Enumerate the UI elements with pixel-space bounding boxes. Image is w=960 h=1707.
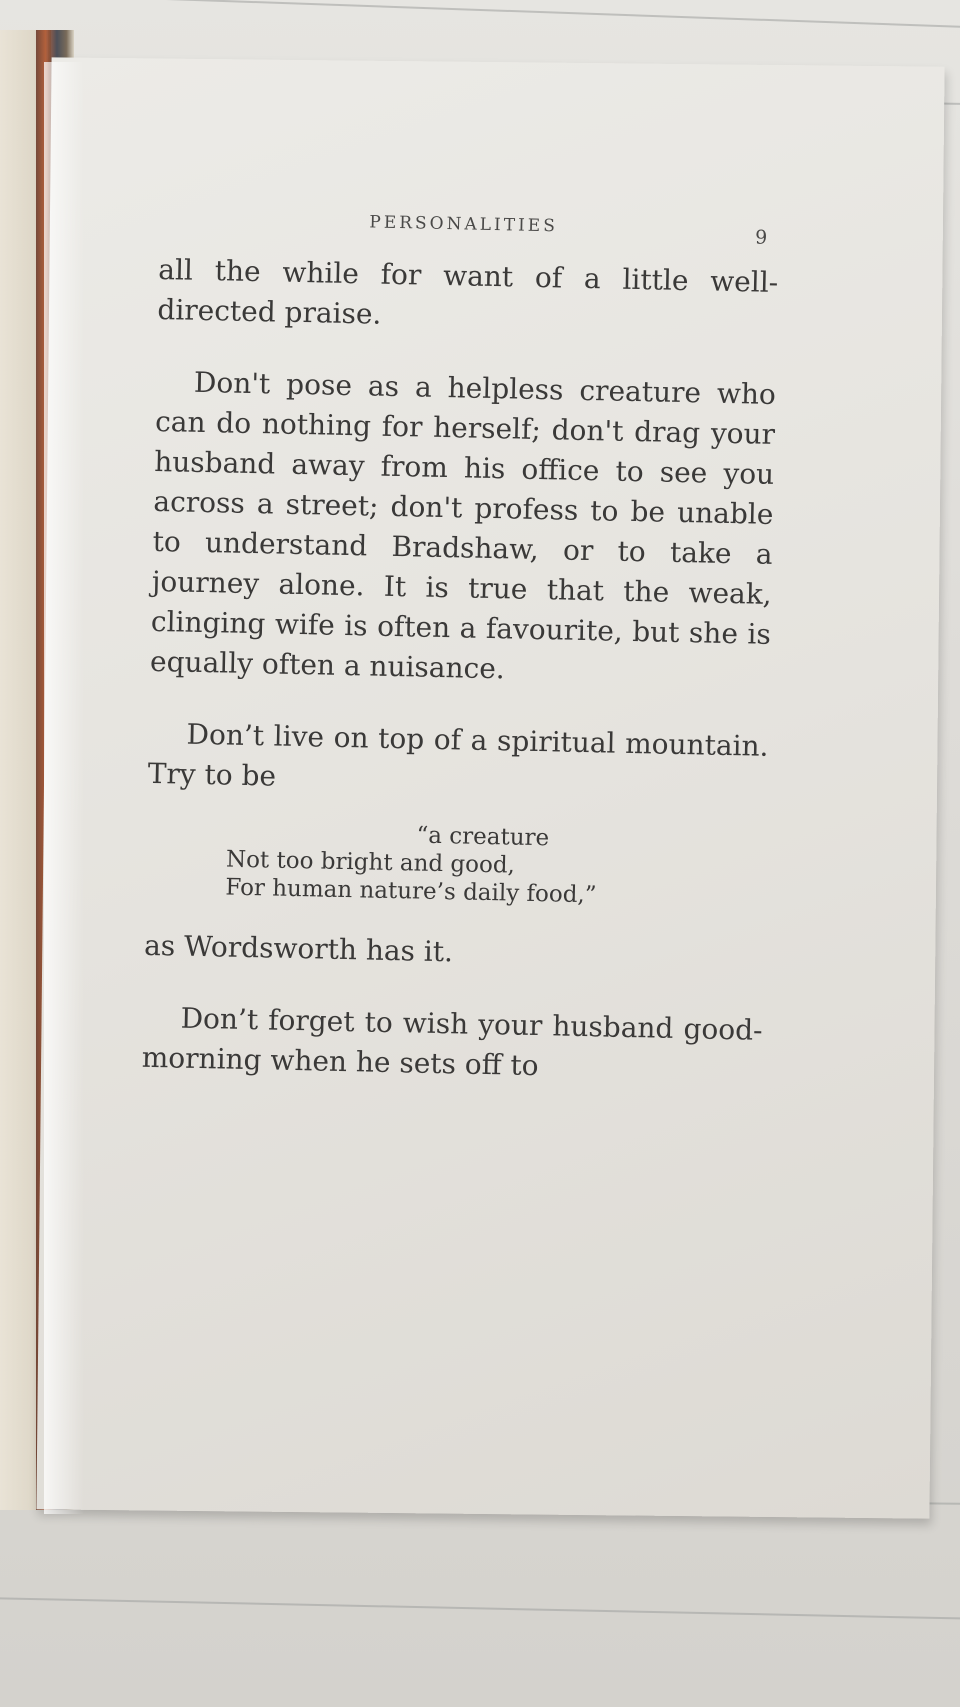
background-line bbox=[0, 1596, 960, 1621]
paragraph-attribution: as Wordsworth has it. bbox=[143, 928, 454, 969]
running-head: PERSONALITIES bbox=[369, 212, 559, 237]
wordsworth-quote bbox=[225, 818, 767, 913]
paragraph-helpless: Don't pose as a helpless creature who can do nothing for herself; don't drag your husband away from his office to see you across a street; don't profess to be unable to understand Bradshaw, or to take a journey alone. It is true that the weak, clinging wife is often a favourite, but she is equally often a nuisance. bbox=[149, 365, 777, 686]
page-text bbox=[141, 190, 780, 1123]
quote-line: For human nature’s daily food,” bbox=[225, 874, 597, 909]
paragraph-goodmorning: Don’t forget to wish your husband good-morning when he sets off to bbox=[141, 1001, 763, 1083]
paragraph-spiritual: Don’t live on top of a spiritual mountain. Try to be bbox=[147, 717, 769, 793]
quote-line: “a creature bbox=[416, 822, 550, 852]
page-number: 9 bbox=[754, 226, 768, 249]
page-gutter-shading bbox=[44, 62, 84, 1514]
background-line bbox=[0, 0, 960, 31]
paragraph-continuation: all the while for want of a little well-directed praise. bbox=[157, 252, 779, 331]
quote-line: Not too bright and good, bbox=[225, 846, 516, 879]
